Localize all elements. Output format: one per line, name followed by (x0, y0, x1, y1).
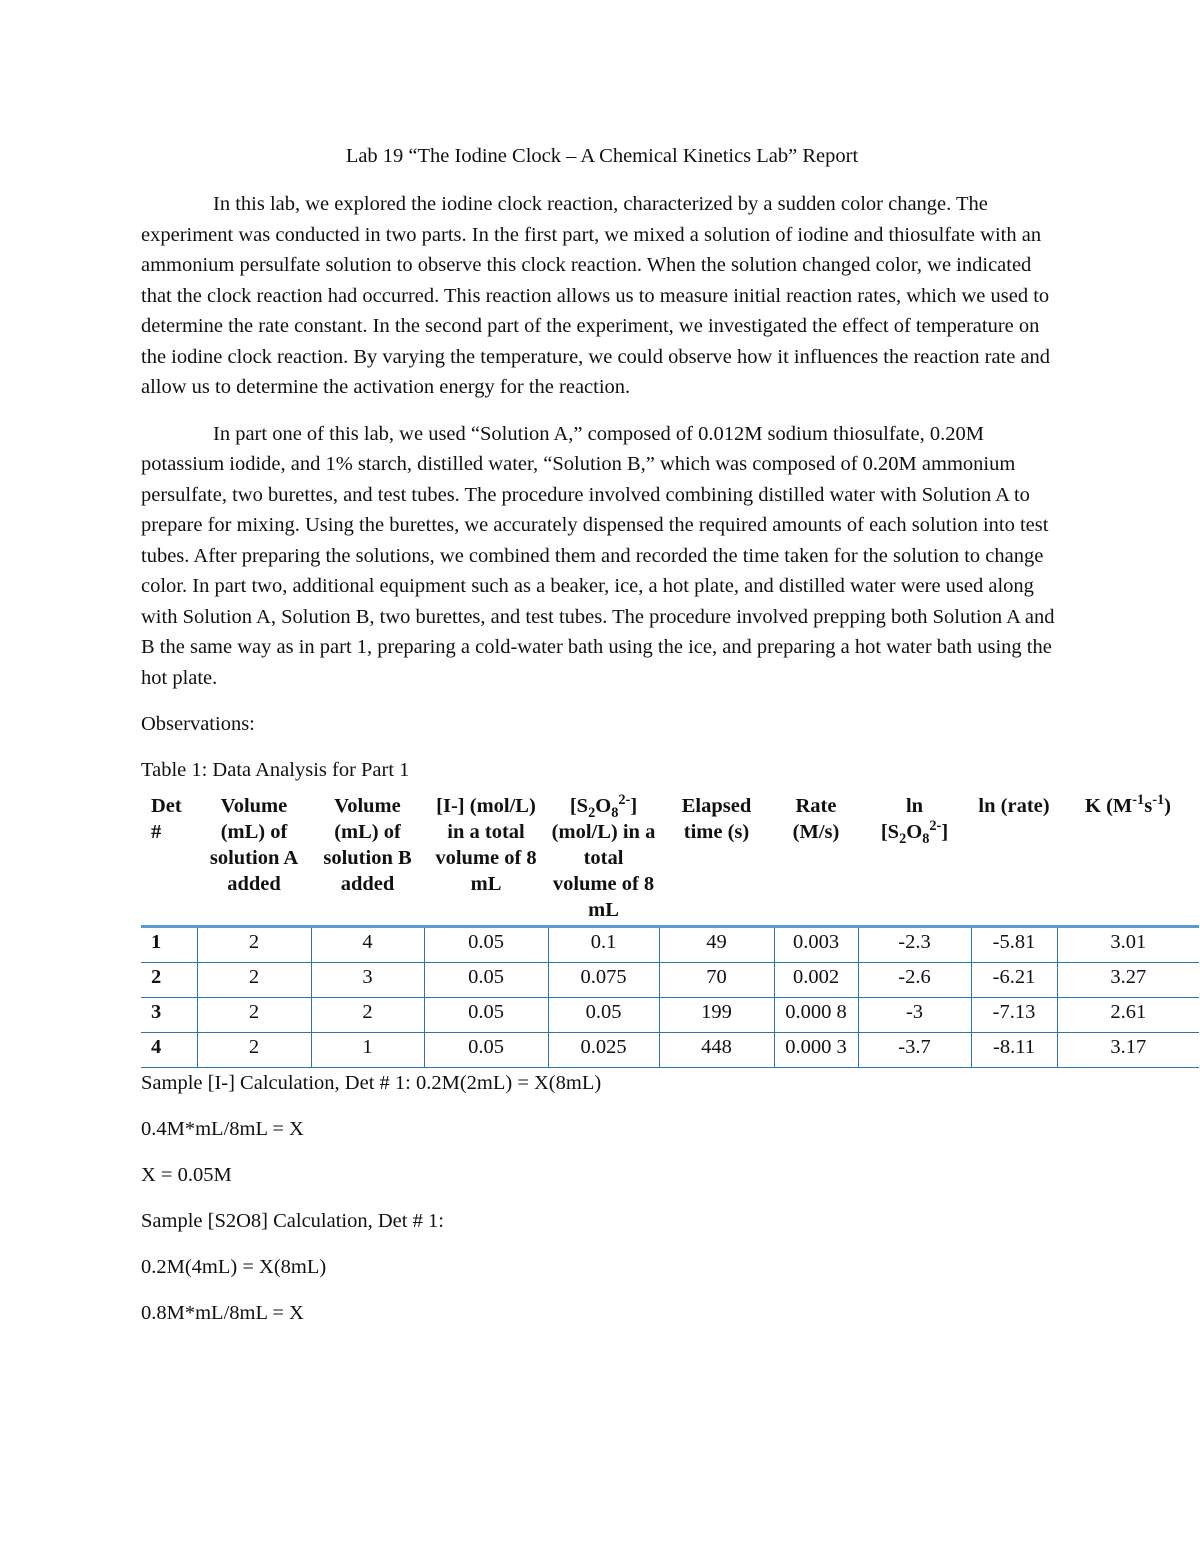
cell-k: 3.01 (1057, 927, 1199, 963)
iodide-calculation-line: Sample [I-] Calculation, Det # 1: 0.2M(2mL) = X(8mL) (141, 1072, 602, 1094)
table-row (141, 927, 1199, 963)
header-volume-b: Volume (mL) of solution B added (323, 795, 412, 895)
header-elapsed-time: Elapsed time (s) (681, 795, 752, 843)
cell-volume-b: 4 (311, 927, 424, 963)
cell-persulfate: 0.1 (548, 927, 659, 963)
cell-volume-b: 1 (311, 1033, 424, 1068)
persulfate-calculation-line: Sample [S2O8] Calculation, Det # 1: (141, 1210, 444, 1232)
cell-ln-persulfate: -2.3 (858, 927, 971, 963)
cell-det: 2 (141, 963, 197, 998)
cell-ln-rate: -5.81 (971, 927, 1057, 963)
cell-ln-rate: -8.11 (971, 1033, 1057, 1068)
cell-k: 2.61 (1057, 998, 1199, 1033)
cell-ln-persulfate: -3 (858, 998, 971, 1033)
document-title: Lab 19 “The Iodine Clock – A Chemical Kinetics Lab” Report (345, 145, 859, 167)
header-rate: Rate (M/s) (792, 795, 840, 843)
table-caption: Table 1: Data Analysis for Part 1 (141, 759, 410, 781)
calculation-line: X = 0.05M (141, 1164, 232, 1186)
cell-rate: 0.000 8 (774, 998, 858, 1033)
table-row (141, 1033, 1199, 1068)
methods-paragraph: In part one of this lab, we used “Solution A,” composed of 0.012M sodium thiosulfate, 0.20M potassium iodide, and 1% starch, distilled water, “Solution B,” which was composed of 0.20M ammonium persulfate, two burettes, and test tubes. The procedure involved combining distilled water with Solution A to prepare for mixing. Using the burettes, we accurately dispensed the required amounts of each solution into test tubes. After preparing the solutions, we combined them and recorded the time taken for the solution to change color. In part two, additional equipment such as a beaker, ice, a hot plate, and distilled water were used along with Solution A, Solution B, two burettes, and test tubes. The procedure involved prepping both Solution A and B the same way as in part 1, preparing a cold-water bath using the ice, and preparing a hot water bath using the hot plate. (141, 422, 1055, 689)
calculation-line: 0.8M*mL/8mL = X (141, 1302, 304, 1324)
cell-rate: 0.000 3 (774, 1033, 858, 1068)
cell-ln-persulfate: -3.7 (858, 1033, 971, 1068)
cell-ln-rate: -6.21 (971, 963, 1057, 998)
header-volume-a: Volume (mL) of solution A added (209, 795, 299, 895)
calculations-section (141, 1068, 1061, 1328)
document-page (141, 141, 1171, 1344)
cell-volume-a: 2 (197, 927, 311, 963)
cell-persulfate: 0.025 (548, 1033, 659, 1068)
calculation-line: 0.2M(4mL) = X(8mL) (141, 1256, 327, 1278)
observations-label: Observations: (141, 713, 255, 735)
cell-elapsed: 448 (659, 1033, 774, 1068)
header-det: Det # (151, 795, 182, 843)
cell-ln-rate: -7.13 (971, 998, 1057, 1033)
cell-rate: 0.002 (774, 963, 858, 998)
data-analysis-table (141, 793, 1199, 1068)
cell-persulfate: 0.075 (548, 963, 659, 998)
cell-iodide: 0.05 (424, 963, 548, 998)
header-iodide-concentration: [I-] (mol/L) in a total volume of 8 mL (435, 795, 537, 895)
header-rate-constant: K $(M^{-1}s^{-1})$ (1085, 792, 1171, 817)
cell-rate: 0.003 (774, 927, 858, 963)
header-ln-rate: ln (rate) (978, 795, 1050, 817)
cell-volume-a: 2 (197, 1033, 311, 1068)
table-header-row (141, 793, 1199, 927)
cell-volume-a: 2 (197, 963, 311, 998)
calculation-line: 0.4M*mL/8mL = X (141, 1118, 304, 1140)
cell-persulfate: 0.05 (548, 998, 659, 1033)
cell-ln-persulfate: -2.6 (858, 963, 971, 998)
cell-det: 4 (141, 1033, 197, 1068)
cell-det: 3 (141, 998, 197, 1033)
cell-volume-b: 3 (311, 963, 424, 998)
cell-det: 1 (141, 927, 197, 963)
cell-elapsed: 49 (659, 927, 774, 963)
cell-iodide: 0.05 (424, 1033, 548, 1068)
cell-k: 3.27 (1057, 963, 1199, 998)
cell-volume-a: 2 (197, 998, 311, 1033)
cell-elapsed: 199 (659, 998, 774, 1033)
cell-iodide: 0.05 (424, 998, 548, 1033)
intro-paragraph: In this lab, we explored the iodine clock reaction, characterized by a sudden color change. The experiment was conducted in two parts. In the first part, we mixed a solution of iodine and thiosulfate with an ammonium persulfate solution to observe this clock reaction. When the solution changed color, we indicated that the clock reaction had occurred. This reaction allows us to measure initial reaction rates, which we used to determine the rate constant. In the second part of the experiment, we investigated the effect of temperature on the iodine clock reaction. By varying the temperature, we could observe how it influences the reaction rate and allow us to determine the activation energy for the reaction. (141, 193, 1051, 398)
cell-volume-b: 2 (311, 998, 424, 1033)
header-persulfate-concentration: $[S_2O_8^{2-}]$ (mol/L) in a total volume of 8 mL (551, 792, 656, 921)
cell-iodide: 0.05 (424, 927, 548, 963)
cell-k: 3.17 (1057, 1033, 1199, 1068)
header-ln-persulfate: ln $[S_2O_8^{2-}]$ (880, 795, 949, 848)
cell-elapsed: 70 (659, 963, 774, 998)
table-row (141, 998, 1199, 1033)
table-row (141, 963, 1199, 998)
